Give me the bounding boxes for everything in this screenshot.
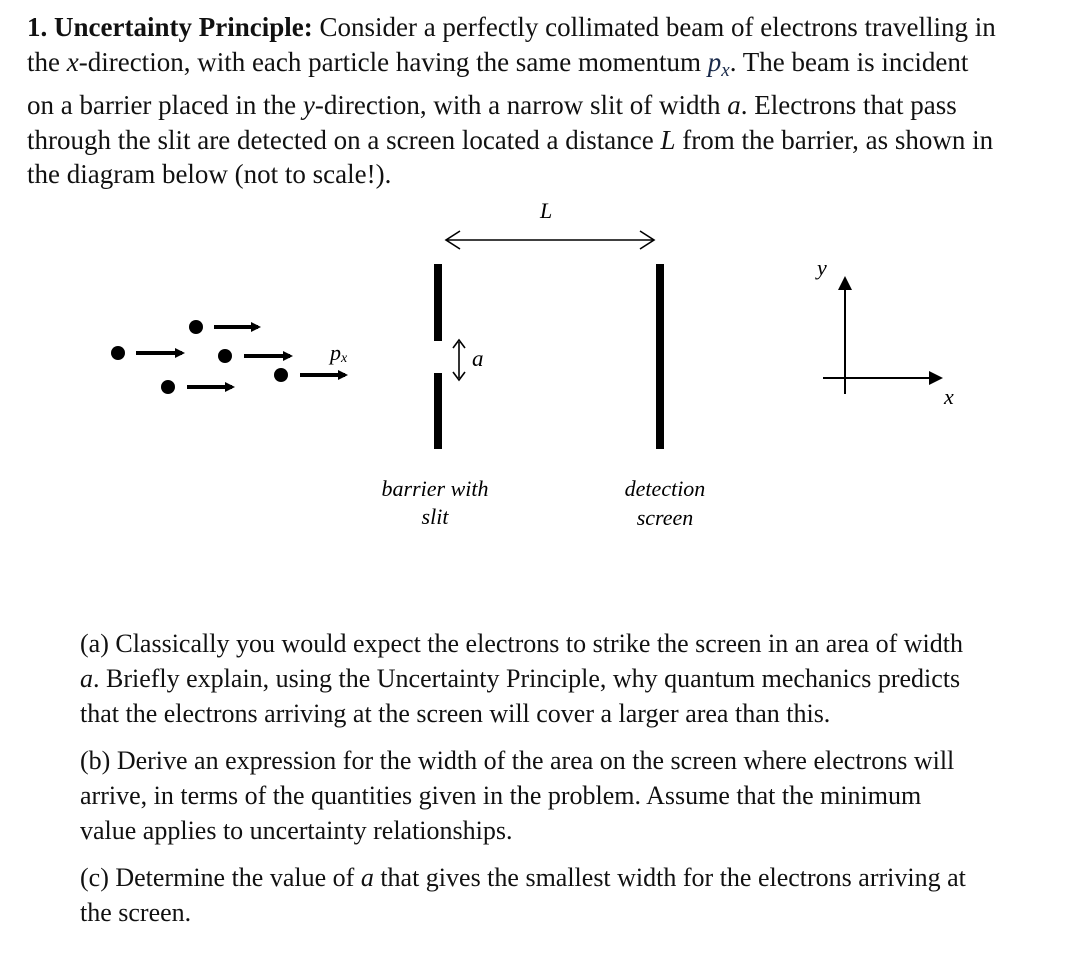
screen-label-2: screen [636,505,694,530]
distance-label: L [540,198,553,223]
momentum-symbol: $p_x$ [707,46,730,81]
momentum-label: px [330,340,348,366]
y-axis-label: y [817,255,827,280]
electron-beam [111,320,345,394]
question-parts [80,626,1090,942]
part-b: (b) Derive an expression for the width of the area on the screen where electrons will arrive, in terms of the quantities given in the problem. Assume that the minimum value applies to uncertainty relationships. [80,746,955,845]
problem-title: 1. Uncertainty Principle: [27,12,313,42]
intro-line-3: on a barrier placed in the y-direction, with a narrow slit of width a. Electrons that pass [27,90,957,120]
barrier-label-2: slit [421,504,449,529]
part-c: (c) Determine the value of a that gives the smallest width for the electrons arriving at the screen. [80,863,966,927]
slit-diagram [0,190,1090,540]
axes-icon [823,276,943,394]
intro-line-2: the x-direction, with each particle having the same momentum $p_x$. The beam is incident [27,46,969,81]
detection-screen [656,264,664,449]
slit-width-arrow [453,340,465,380]
part-a: (a) Classically you would expect the electrons to strike the screen in an area of width a. Briefly explain, using the Uncertainty Principle, why quantum mechanics predicts that the electrons arriving at the screen will cover a larger area than this. [80,629,963,728]
barrier-label: barrier with [381,476,489,501]
x-axis-label: x [944,384,954,409]
barrier [434,264,442,449]
problem-statement [27,10,1090,192]
distance-arrow [446,231,654,249]
intro-line-5: the diagram below (not to scale!). [27,159,392,189]
intro-line-1: 1. Uncertainty Principle: Consider a perfectly collimated beam of electrons travelling in [27,12,996,42]
intro-line-4: through the slit are detected on a screen located a distance L from the barrier, as shown in [27,124,994,155]
slit-width-label: a [472,346,484,371]
screen-label: detection [624,476,706,501]
